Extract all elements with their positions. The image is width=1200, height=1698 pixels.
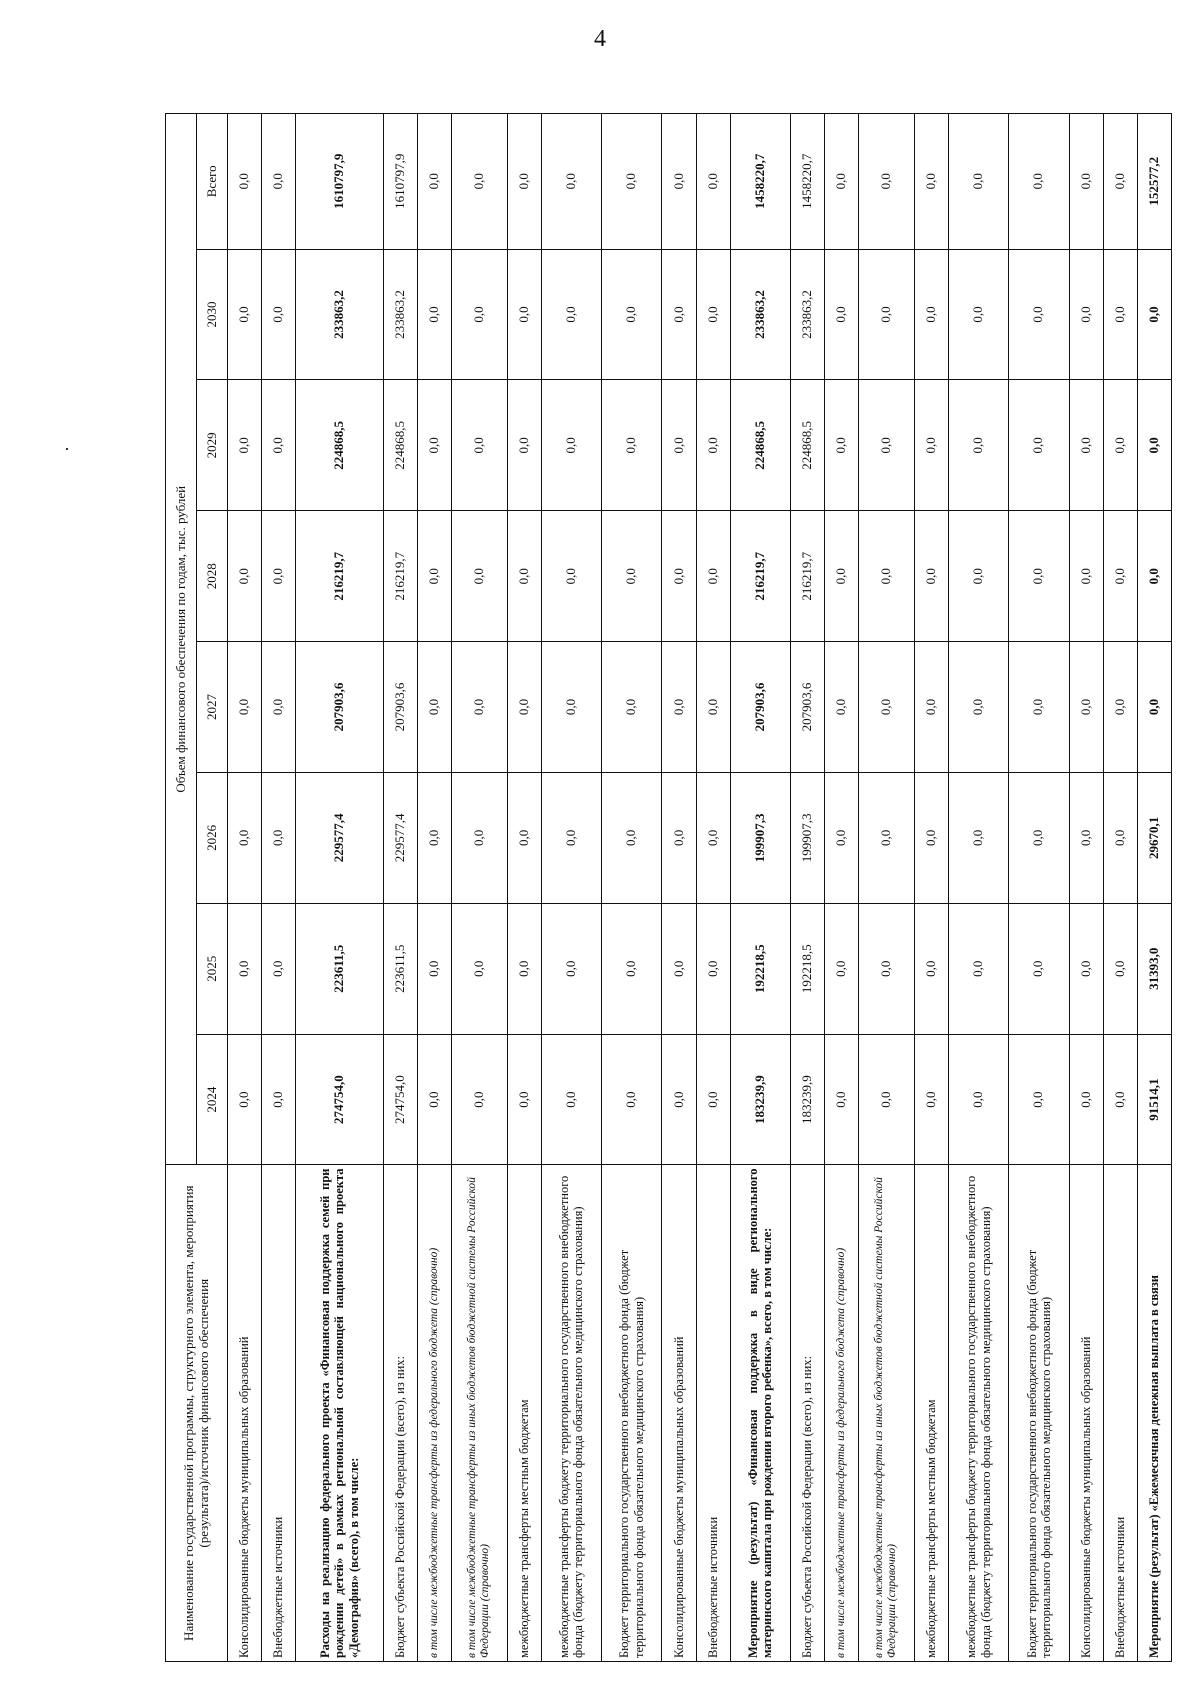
row-total-value: 0,0	[1069, 114, 1103, 250]
row-year-value: 0,0	[1103, 903, 1137, 1034]
row-year-value: 0,0	[914, 380, 948, 511]
table-row	[696, 114, 730, 1662]
row-year-value: 233863,2	[730, 249, 790, 380]
row-year-value: 0,0	[1009, 903, 1069, 1034]
row-year-value: 0,0	[602, 380, 662, 511]
row-year-value: 207903,6	[730, 642, 790, 773]
row-year-value: 0,0	[948, 642, 1008, 773]
row-year-value: 192218,5	[730, 903, 790, 1034]
row-year-value: 0,0	[696, 380, 730, 511]
row-year-value: 0,0	[451, 1034, 507, 1165]
row-year-value: 0,0	[948, 511, 1008, 642]
row-year-value: 0,0	[1103, 642, 1137, 773]
row-year-value: 0,0	[1137, 511, 1171, 642]
row-year-value: 0,0	[948, 903, 1008, 1034]
row-year-value: 0,0	[262, 772, 296, 903]
row-year-value: 0,0	[228, 903, 262, 1034]
row-year-value: 0,0	[417, 1034, 451, 1165]
row-year-value: 192218,5	[790, 903, 824, 1034]
row-label: Бюджет территориального государственного внебюджетного фонда (бюджет территориального фонда обязательного медицинского страхования)	[602, 1165, 662, 1662]
row-year-value: 216219,7	[383, 511, 417, 642]
row-label: Бюджет субъекта Российской Федерации (всего), из них:	[790, 1165, 824, 1662]
row-year-value: 0,0	[824, 249, 858, 380]
row-year-value: 0,0	[507, 511, 541, 642]
row-year-value: 0,0	[541, 249, 601, 380]
row-year-value: 0,0	[859, 1034, 915, 1165]
row-total-value: 0,0	[824, 114, 858, 250]
row-year-value: 0,0	[1069, 249, 1103, 380]
row-year-value: 233863,2	[790, 249, 824, 380]
row-year-value: 224868,5	[790, 380, 824, 511]
row-total-value: 0,0	[662, 114, 696, 250]
row-year-value: 0,0	[451, 249, 507, 380]
row-year-value: 0,0	[602, 642, 662, 773]
row-year-value: 31393,0	[1137, 903, 1171, 1034]
row-year-value: 0,0	[602, 903, 662, 1034]
row-year-value: 0,0	[1137, 380, 1171, 511]
table-row	[914, 114, 948, 1662]
row-year-value: 0,0	[1009, 249, 1069, 380]
row-year-value: 0,0	[1069, 380, 1103, 511]
row-year-value: 207903,6	[383, 642, 417, 773]
row-year-value: 0,0	[662, 249, 696, 380]
row-year-value: 0,0	[602, 511, 662, 642]
row-year-value: 224868,5	[730, 380, 790, 511]
row-year-value: 0,0	[824, 511, 858, 642]
row-year-value: 0,0	[859, 249, 915, 380]
row-year-value: 0,0	[228, 249, 262, 380]
row-year-value: 0,0	[696, 642, 730, 773]
row-label: в том числе межбюджетные трансферты из иных бюджетов бюджетной системы Российской Федерации (справочно)	[451, 1165, 507, 1662]
header-year-2028: 2028	[197, 511, 228, 642]
row-total-value: 0,0	[948, 114, 1008, 250]
row-total-value: 0,0	[1009, 114, 1069, 250]
row-year-value: 224868,5	[296, 380, 384, 511]
row-total-value: 0,0	[417, 114, 451, 250]
header-funding-group: Объем финансового обеспечения по годам, тыс. рублей	[166, 114, 197, 1165]
header-year-2024: 2024	[197, 1034, 228, 1165]
rotated-table-wrapper	[165, 113, 1172, 1662]
row-year-value: 0,0	[417, 380, 451, 511]
row-year-value: 0,0	[228, 1034, 262, 1165]
row-year-value: 0,0	[507, 1034, 541, 1165]
header-year-2026: 2026	[197, 772, 228, 903]
row-year-value: 0,0	[1137, 642, 1171, 773]
row-year-value: 0,0	[1069, 642, 1103, 773]
row-year-value: 0,0	[1069, 772, 1103, 903]
row-year-value: 0,0	[451, 642, 507, 773]
row-year-value: 0,0	[541, 903, 601, 1034]
row-year-value: 0,0	[417, 642, 451, 773]
row-total-value: 1610797,9	[383, 114, 417, 250]
row-year-value: 183239,9	[790, 1034, 824, 1165]
row-year-value: 0,0	[696, 903, 730, 1034]
row-year-value: 0,0	[417, 249, 451, 380]
row-year-value: 0,0	[859, 511, 915, 642]
row-label: межбюджетные трансферты бюджету территориального государственного внебюджетного фонда (бюджету территориального фонда обязательного медицинского страхования)	[948, 1165, 1008, 1662]
table-row	[541, 114, 601, 1662]
row-label: межбюджетные трансферты местным бюджетам	[507, 1165, 541, 1662]
row-year-value: 0,0	[541, 642, 601, 773]
row-year-value: 0,0	[824, 903, 858, 1034]
row-year-value: 29670,1	[1137, 772, 1171, 903]
row-year-value: 0,0	[859, 642, 915, 773]
row-year-value: 0,0	[541, 380, 601, 511]
table-row	[1137, 114, 1171, 1662]
row-year-value: 229577,4	[296, 772, 384, 903]
row-year-value: 0,0	[602, 249, 662, 380]
row-total-value: 1458220,7	[730, 114, 790, 250]
row-year-value: 0,0	[1009, 511, 1069, 642]
row-year-value: 207903,6	[790, 642, 824, 773]
row-label: Внебюджетные источники	[262, 1165, 296, 1662]
row-year-value: 91514,1	[1137, 1034, 1171, 1165]
row-year-value: 0,0	[662, 772, 696, 903]
row-year-value: 229577,4	[383, 772, 417, 903]
row-label: Бюджет территориального государственного внебюджетного фонда (бюджет территориального фонда обязательного медицинского страхования)	[1009, 1165, 1069, 1662]
row-label: Мероприятие (результат) «Ежемесячная денежная выплата в связи	[1137, 1165, 1171, 1662]
row-year-value: 0,0	[1009, 380, 1069, 511]
row-year-value: 0,0	[451, 380, 507, 511]
row-year-value: 0,0	[948, 772, 1008, 903]
row-year-value: 0,0	[1009, 1034, 1069, 1165]
row-year-value: 0,0	[541, 1034, 601, 1165]
row-year-value: 0,0	[1103, 380, 1137, 511]
row-year-value: 233863,2	[296, 249, 384, 380]
row-total-value: 0,0	[602, 114, 662, 250]
row-label: в том числе межбюджетные трансферты из иных бюджетов бюджетной системы Российской Федерации (справочно)	[859, 1165, 915, 1662]
row-label: Мероприятие (результат) «Финансовая поддержка в виде регионального материнского капитала при рождении второго ребенка», всего, в том числе:	[730, 1165, 790, 1662]
row-total-value: 0,0	[507, 114, 541, 250]
row-year-value: 0,0	[662, 903, 696, 1034]
row-label: Внебюджетные источники	[1103, 1165, 1137, 1662]
row-total-value: 0,0	[914, 114, 948, 250]
row-year-value: 216219,7	[790, 511, 824, 642]
row-label: Консолидированные бюджеты муниципальных образований	[662, 1165, 696, 1662]
row-year-value: 0,0	[228, 772, 262, 903]
row-year-value: 0,0	[696, 772, 730, 903]
row-year-value: 0,0	[696, 1034, 730, 1165]
row-year-value: 0,0	[859, 380, 915, 511]
row-total-value: 1610797,9	[296, 114, 384, 250]
row-year-value: 0,0	[948, 249, 1008, 380]
row-year-value: 0,0	[824, 1034, 858, 1165]
scan-speck	[66, 448, 68, 450]
table-row	[262, 114, 296, 1662]
row-year-value: 199907,3	[730, 772, 790, 903]
row-year-value: 0,0	[541, 772, 601, 903]
table-row	[602, 114, 662, 1662]
header-year-2030: 2030	[197, 249, 228, 380]
row-total-value: 0,0	[859, 114, 915, 250]
row-label: Консолидированные бюджеты муниципальных образований	[1069, 1165, 1103, 1662]
row-year-value: 0,0	[507, 380, 541, 511]
row-year-value: 224868,5	[383, 380, 417, 511]
header-year-2025: 2025	[197, 903, 228, 1034]
row-year-value: 0,0	[262, 1034, 296, 1165]
row-year-value: 0,0	[1103, 249, 1137, 380]
row-year-value: 0,0	[948, 380, 1008, 511]
row-year-value: 183239,9	[730, 1034, 790, 1165]
row-year-value: 0,0	[228, 642, 262, 773]
row-year-value: 223611,5	[296, 903, 384, 1034]
row-total-value: 1458220,7	[790, 114, 824, 250]
table-row	[383, 114, 417, 1662]
row-year-value: 216219,7	[296, 511, 384, 642]
row-label: межбюджетные трансферты бюджету территориального государственного внебюджетного фонда (бюджету территориального фонда обязательного медицинского страхования)	[541, 1165, 601, 1662]
row-year-value: 0,0	[228, 511, 262, 642]
row-year-value: 0,0	[228, 380, 262, 511]
table-row	[790, 114, 824, 1662]
table-row	[1009, 114, 1069, 1662]
row-year-value: 0,0	[662, 1034, 696, 1165]
row-total-value: 0,0	[262, 114, 296, 250]
row-year-value: 0,0	[507, 642, 541, 773]
row-label: в том числе межбюджетные трансферты из федерального бюджета (справочно)	[417, 1165, 451, 1662]
row-year-value: 0,0	[262, 249, 296, 380]
row-total-value: 0,0	[1103, 114, 1137, 250]
row-year-value: 0,0	[914, 903, 948, 1034]
row-year-value: 0,0	[1069, 511, 1103, 642]
row-year-value: 0,0	[914, 642, 948, 773]
row-year-value: 0,0	[696, 249, 730, 380]
row-year-value: 0,0	[262, 903, 296, 1034]
row-year-value: 0,0	[1069, 903, 1103, 1034]
table-row	[730, 114, 790, 1662]
row-total-value: 0,0	[451, 114, 507, 250]
row-year-value: 0,0	[1009, 642, 1069, 773]
row-year-value: 0,0	[262, 511, 296, 642]
row-year-value: 0,0	[662, 511, 696, 642]
row-year-value: 0,0	[1069, 1034, 1103, 1165]
row-year-value: 0,0	[824, 772, 858, 903]
row-year-value: 0,0	[602, 772, 662, 903]
row-year-value: 0,0	[914, 511, 948, 642]
table-row	[1103, 114, 1137, 1662]
row-year-value: 0,0	[696, 511, 730, 642]
row-year-value: 0,0	[662, 380, 696, 511]
row-year-value: 0,0	[859, 903, 915, 1034]
row-year-value: 207903,6	[296, 642, 384, 773]
row-total-value: 0,0	[696, 114, 730, 250]
table-row	[451, 114, 507, 1662]
row-year-value: 0,0	[824, 642, 858, 773]
table-row	[662, 114, 696, 1662]
row-label: Консолидированные бюджеты муниципальных образований	[228, 1165, 262, 1662]
row-year-value: 0,0	[541, 511, 601, 642]
table-row	[507, 114, 541, 1662]
header-total: Всего	[197, 114, 228, 250]
row-year-value: 0,0	[507, 903, 541, 1034]
table-row	[417, 114, 451, 1662]
row-year-value: 0,0	[1009, 772, 1069, 903]
row-year-value: 216219,7	[730, 511, 790, 642]
row-year-value: 0,0	[451, 511, 507, 642]
financing-table	[165, 113, 1172, 1662]
row-year-value: 0,0	[948, 1034, 1008, 1165]
table-row	[1069, 114, 1103, 1662]
row-label: межбюджетные трансферты местным бюджетам	[914, 1165, 948, 1662]
row-year-value: 0,0	[914, 249, 948, 380]
row-year-value: 0,0	[824, 380, 858, 511]
row-year-value: 0,0	[507, 249, 541, 380]
row-label: в том числе межбюджетные трансферты из федерального бюджета (справочно)	[824, 1165, 858, 1662]
row-year-value: 0,0	[262, 642, 296, 773]
header-year-2029: 2029	[197, 380, 228, 511]
row-year-value: 0,0	[859, 772, 915, 903]
row-year-value: 0,0	[1103, 1034, 1137, 1165]
row-year-value: 0,0	[451, 903, 507, 1034]
row-year-value: 0,0	[417, 903, 451, 1034]
table-row	[824, 114, 858, 1662]
row-year-value: 0,0	[1103, 772, 1137, 903]
row-year-value: 0,0	[662, 642, 696, 773]
row-year-value: 0,0	[417, 511, 451, 642]
row-total-value: 0,0	[228, 114, 262, 250]
table-row	[948, 114, 1008, 1662]
header-name-column: Наименование государственной программы, структурного элемента, мероприятия (результата)/источник финансового обеспечения	[166, 1165, 228, 1662]
row-label: Внебюджетные источники	[696, 1165, 730, 1662]
row-year-value: 0,0	[602, 1034, 662, 1165]
table-row	[228, 114, 262, 1662]
table-row	[296, 114, 384, 1662]
row-year-value: 0,0	[507, 772, 541, 903]
row-year-value: 223611,5	[383, 903, 417, 1034]
row-total-value: 0,0	[541, 114, 601, 250]
table-row	[859, 114, 915, 1662]
row-year-value: 0,0	[1137, 249, 1171, 380]
row-year-value: 274754,0	[296, 1034, 384, 1165]
row-label: Бюджет субъекта Российской Федерации (всего), из них:	[383, 1165, 417, 1662]
row-year-value: 0,0	[914, 1034, 948, 1165]
row-year-value: 233863,2	[383, 249, 417, 380]
row-year-value: 0,0	[417, 772, 451, 903]
row-total-value: 152577,2	[1137, 114, 1171, 250]
row-year-value: 0,0	[262, 380, 296, 511]
row-label: Расходы на реализацию федерального проекта «Финансовая поддержка семей при рождении детей» в рамках региональной составляющей национального проекта «Демография» (всего), в том числе:	[296, 1165, 384, 1662]
row-year-value: 0,0	[451, 772, 507, 903]
table-body	[228, 114, 1172, 1662]
header-year-2027: 2027	[197, 642, 228, 773]
row-year-value: 199907,3	[790, 772, 824, 903]
page-number: 4	[594, 26, 606, 52]
row-year-value: 274754,0	[383, 1034, 417, 1165]
row-year-value: 0,0	[1103, 511, 1137, 642]
row-year-value: 0,0	[914, 772, 948, 903]
